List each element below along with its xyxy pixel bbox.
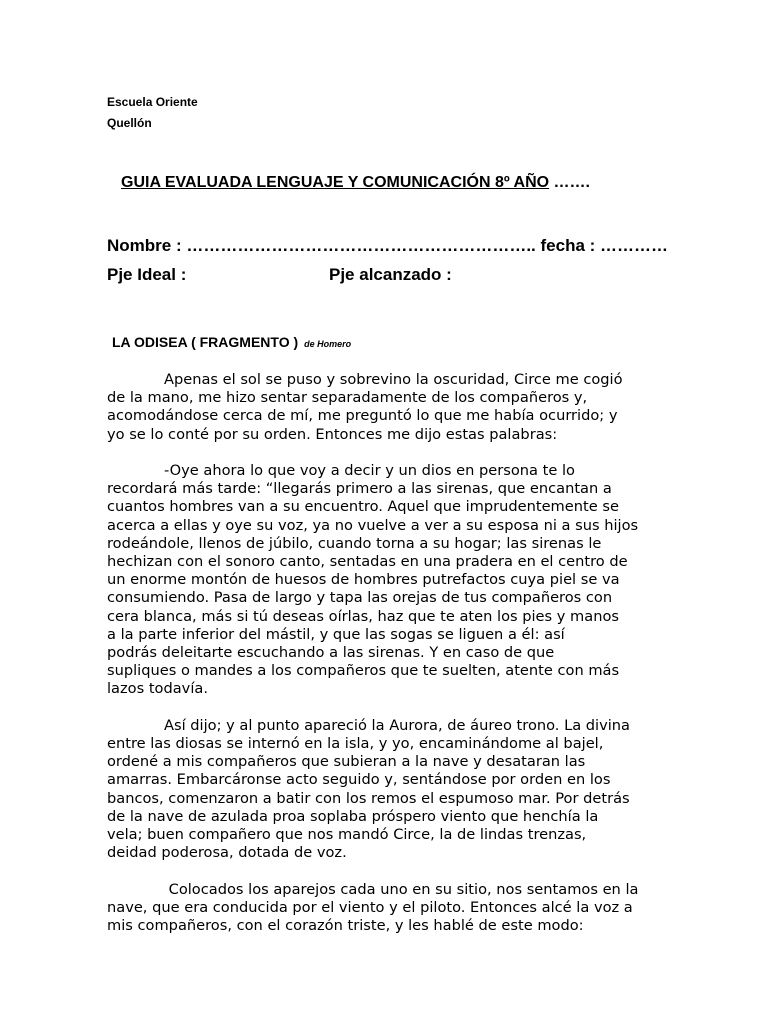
story-author: de Homero (304, 339, 352, 349)
paragraph-line: cuantos hombres van a su encuentro. Aquel que imprudentemente se (107, 498, 619, 516)
story-title-text: LA ODISEA ( FRAGMENTO ) (112, 334, 299, 350)
student-fields (107, 231, 668, 289)
story-body (107, 371, 655, 953)
paragraph-line: de la mano, me hizo sentar separadamente de los compañeros y, (107, 389, 588, 407)
document-title-main: GUIA EVALUADA LENGUAJE Y COMUNICACIÓN 8º AÑO (121, 174, 550, 191)
paragraph-line: Así dijo; y al punto apareció la Aurora, de áureo trono. La divina (164, 716, 630, 734)
paragraph-line: acerca a ellas y oye su voz, ya no vuelve a ver a su esposa ni a sus hijos (107, 516, 639, 534)
paragraph-line: a la parte inferior del mástil, y que las sogas se liguen a él: así (107, 625, 565, 643)
paragraph-line: nave, que era conducida por el viento y el piloto. Entonces alcé la voz a (107, 898, 633, 916)
paragraph-line: recordará más tarde: “llegarás primero a las sirenas, que encantan a (107, 480, 612, 498)
paragraph-line: Colocados los aparejos cada uno en su sitio, nos sentamos en la (164, 880, 639, 898)
paragraph-line: supliques o mandes a los compañeros que te suelten, atente con más (107, 662, 620, 680)
document-title (121, 174, 590, 192)
school-header (107, 92, 198, 134)
paragraph-line: deidad poderosa, dotada de voz. (107, 844, 347, 862)
score-row (107, 260, 668, 289)
paragraph-line: acomodándose cerca de mí, me preguntó lo que me había ocurrido; y (107, 407, 618, 425)
paragraph-line: vela; buen compañero que nos mandó Circe, la de lindas trenzas, (107, 826, 587, 844)
paragraph-line: -Oye ahora lo que voy a decir y un dios en persona te lo (164, 462, 575, 479)
pje-alcanzado-label: Pje alcanzado : (329, 265, 452, 284)
paragraph-line: cera blanca, más si tú deseas oírlas, haz que te aten los pies y manos (107, 607, 619, 625)
school-city: Quellón (107, 116, 152, 130)
paragraph-line: amarras. Embarcáronse acto seguido y, sentándose por orden en los (107, 771, 611, 789)
paragraph-line: Apenas el sol se puso y sobrevino la oscuridad, Circe me cogió (164, 371, 623, 388)
paragraph-line: de la nave de azulada proa soplaba próspero viento que henchía la (107, 807, 599, 825)
document-title-suffix: ……. (549, 174, 590, 191)
story-paragraph (107, 371, 655, 444)
paragraph-line: lazos todavía. (107, 680, 208, 698)
paragraph-line: podrás deleitarte escuchando a las sirenas. Y en caso de que (107, 644, 555, 662)
paragraph-line: rodeándole, llenos de júbilo, cuando torna a su hogar; las sirenas le (107, 534, 602, 552)
story-title (112, 334, 351, 350)
story-paragraph (107, 462, 655, 699)
paragraph-line: yo se lo conté por su orden. Entonces me dijo estas palabras: (107, 425, 558, 443)
paragraph-line: consumiendo. Pasa de largo y tapa las orejas de tus compañeros con (107, 589, 613, 607)
paragraph-line: ordené a mis compañeros que subieran a la nave y desataran las (107, 753, 586, 771)
story-paragraph (107, 881, 655, 936)
school-name: Escuela Oriente (107, 95, 198, 109)
paragraph-line: mis compañeros, con el corazón triste, y les hablé de este modo: (107, 917, 584, 935)
paragraph-line: entre las diosas se internó en la isla, y yo, encaminándome al bajel, (107, 735, 604, 753)
paragraph-line: hechizan con el sonoro canto, sentadas en una pradera en el centro de (107, 553, 628, 571)
paragraph-line: bancos, comenzaron a batir con los remos el espumoso mar. Por detrás (107, 789, 630, 807)
pje-ideal-label: Pje Ideal : (107, 265, 187, 284)
paragraph-line: un enorme montón de huesos de hombres putrefactos cuya piel se va (107, 571, 620, 589)
nombre-row: Nombre : …………………………………………………….. fecha : ………… (107, 236, 669, 255)
story-paragraph (107, 717, 655, 863)
